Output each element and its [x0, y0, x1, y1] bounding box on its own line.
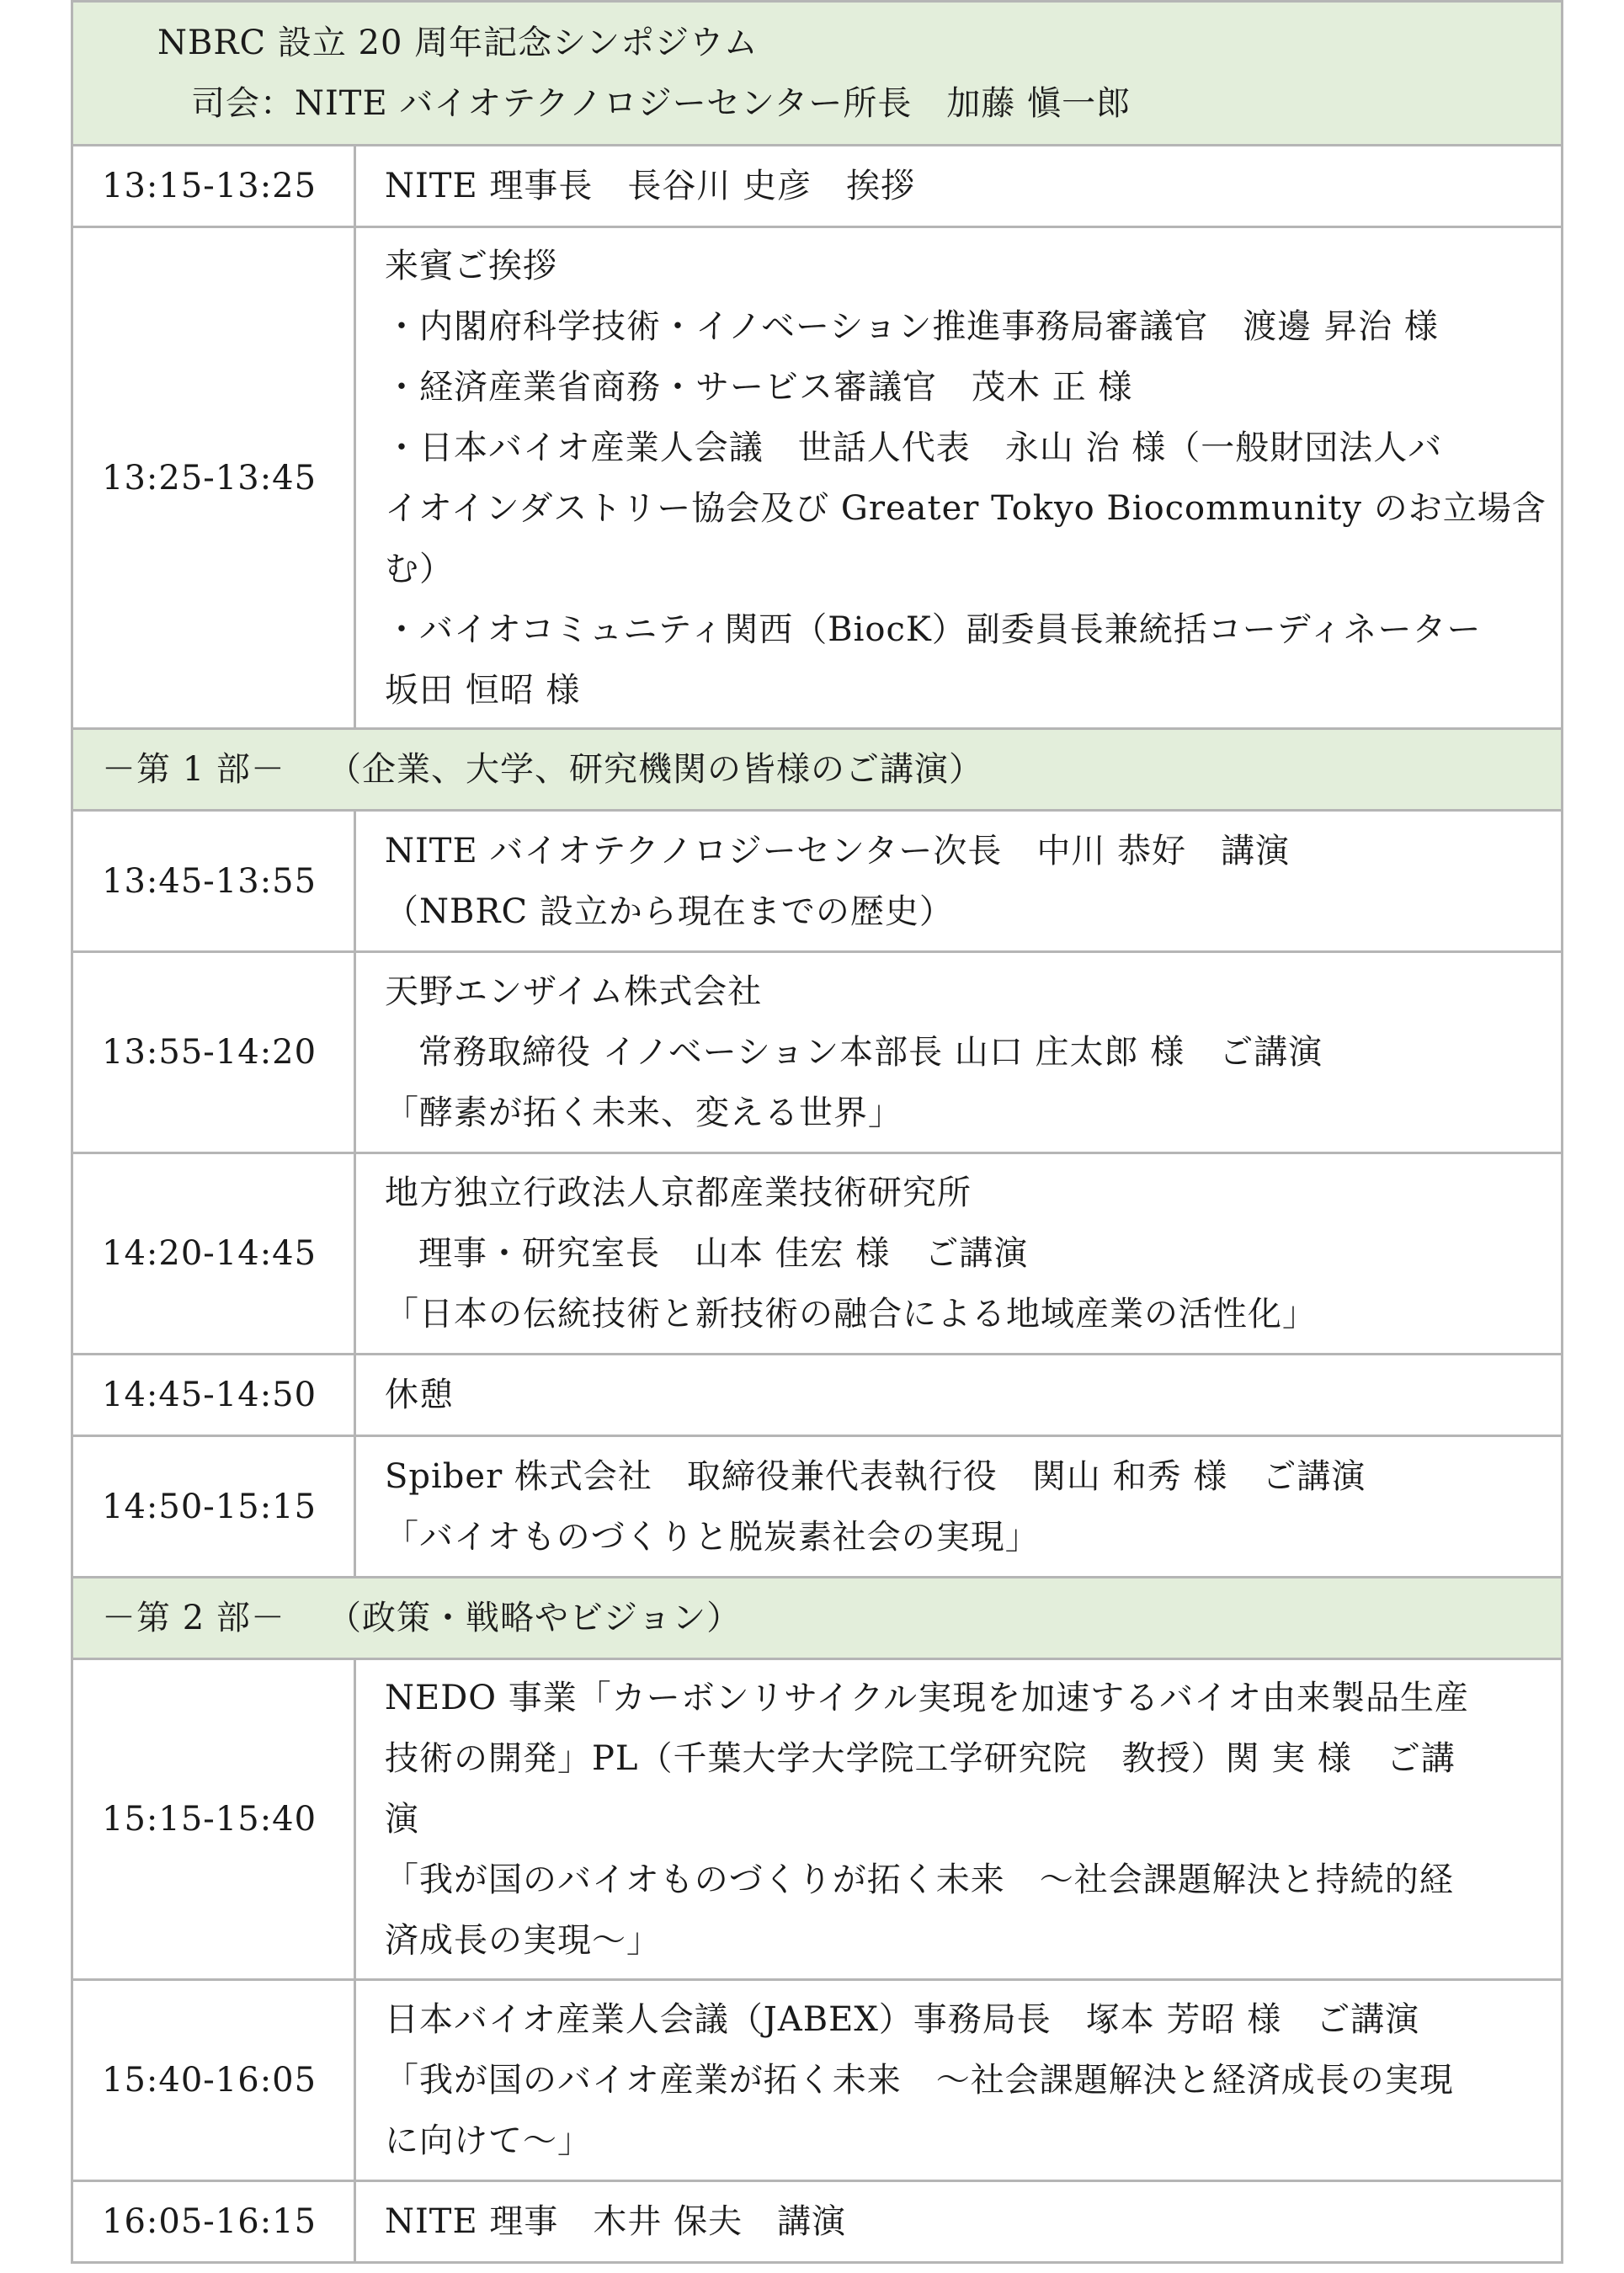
detail-line: 「我が国のバイオ産業が拓く未来 ～社会課題解決と経済成長の実現: [385, 2061, 1454, 2100]
time-slot: 13:25-13:45: [72, 227, 355, 729]
detail-line: む）: [385, 549, 454, 588]
program-detail: [355, 1153, 1563, 1355]
detail-line: （NBRC 設立から現在までの歴史）: [385, 892, 954, 931]
detail-line: イオインダストリー協会及び Greater Tokyo Biocommunity のお立場含: [385, 488, 1547, 528]
section-label: －第 1 部－: [102, 750, 285, 789]
program-row: [72, 952, 1563, 1153]
detail-line: ・バイオコミュニティ関西（BiocK）副委員長兼統括コーディネーター: [385, 610, 1482, 649]
program-row: [72, 1980, 1563, 2181]
program-detail: [355, 1355, 1563, 1436]
program-detail: [355, 2181, 1563, 2263]
section-row-part1: [72, 729, 1563, 811]
detail-line: 天野エンザイム株式会社: [385, 972, 763, 1011]
detail-line: ・経済産業省商務・サービス審議官 茂木 正 様: [385, 367, 1133, 407]
detail-line: ・日本バイオ産業人会議 世話人代表 永山 治 様（一般財団法人バ: [385, 428, 1443, 467]
time-slot: 15:15-15:40: [72, 1659, 355, 1980]
section-label: －第 2 部－: [102, 1599, 285, 1637]
program-detail: [355, 811, 1563, 952]
detail-line: 理事・研究室長 山本 佳宏 様 ご講演: [418, 1234, 1029, 1273]
detail-line: 演: [385, 1800, 419, 1839]
detail-line: 「バイオものづくりと脱炭素社会の実現」: [385, 1517, 1040, 1557]
symposium-header-cell: [72, 2, 1563, 146]
time-slot: 14:50-15:15: [72, 1436, 355, 1578]
detail-line: Spiber 株式会社 取締役兼代表執行役 関山 和秀 様 ご講演: [385, 1456, 1366, 1496]
time-slot: 13:15-13:25: [72, 146, 355, 227]
detail-line: 「日本の伝統技術と新技術の融合による地域産業の活性化」: [385, 1295, 1317, 1333]
program-row: [72, 1355, 1563, 1436]
time-slot: 14:20-14:45: [72, 1153, 355, 1355]
program-row: [72, 2181, 1563, 2263]
program-row: [72, 146, 1563, 227]
section-row-part2: [72, 1578, 1563, 1659]
detail-line: 「我が国のバイオものづくりが拓く未来 ～社会課題解決と持続的経: [385, 1860, 1454, 1899]
detail-line: NITE 理事 木井 保夫 講演: [385, 2202, 847, 2241]
detail-line: 休憩: [385, 1376, 454, 1414]
program-row: [72, 1436, 1563, 1578]
detail-line: 地方独立行政法人京都産業技術研究所: [385, 1174, 972, 1212]
symposium-header-row: [72, 2, 1563, 146]
time-slot: 15:40-16:05: [72, 1980, 355, 2181]
detail-line: NITE バイオテクノロジーセンター次長 中川 恭好 講演: [385, 831, 1291, 870]
detail-line: 技術の開発」PL（千葉大学大学院工学研究院 教授）関 実 様 ご講: [385, 1739, 1456, 1778]
program-row: [72, 811, 1563, 952]
detail-line: に向けて～」: [385, 2121, 592, 2160]
detail-line: 常務取締役 イノベーション本部長 山口 庄太郎 様 ご講演: [418, 1033, 1323, 1072]
section-description: （企業、大学、研究機関の皆様のご講演）: [327, 750, 983, 789]
program-detail: [355, 1659, 1563, 1980]
program-detail: [355, 227, 1563, 729]
program-table: [71, 0, 1563, 2264]
detail-line: 済成長の実現～」: [385, 1921, 661, 1960]
program-detail: [355, 1436, 1563, 1578]
symposium-title: NBRC 設立 20 周年記念シンポジウム: [157, 24, 759, 62]
detail-line: 日本バイオ産業人会議（JABEX）事務局長 塚本 芳昭 様 ご講演: [385, 2000, 1420, 2039]
program-row: [72, 227, 1563, 729]
detail-line: 来賓ご挨拶: [385, 246, 557, 285]
detail-line: 坂田 恒昭 様: [385, 670, 581, 710]
detail-line: NITE 理事長 長谷川 史彦 挨拶: [385, 167, 916, 205]
section-cell-part2: [72, 1578, 1563, 1659]
detail-line: 「酵素が拓く未来、変える世界」: [385, 1094, 903, 1132]
program-row: [72, 1659, 1563, 1980]
program-detail: [355, 1980, 1563, 2181]
program-detail: [355, 952, 1563, 1153]
time-slot: 14:45-14:50: [72, 1355, 355, 1436]
section-description: （政策・戦略やビジョン）: [327, 1599, 742, 1637]
time-slot: 16:05-16:15: [72, 2181, 355, 2263]
time-slot: 13:45-13:55: [72, 811, 355, 952]
master-of-ceremonies: 司会：NITE バイオテクノロジーセンター所長 加藤 愼一郎: [191, 84, 1131, 123]
detail-line: ・内閣府科学技術・イノベーション推進事務局審議官 渡邊 昇治 様: [385, 306, 1439, 346]
program-detail: [355, 146, 1563, 227]
detail-line: NEDO 事業「カーボンリサイクル実現を加速するバイオ由来製品生産: [385, 1679, 1469, 1717]
section-cell-part1: [72, 729, 1563, 811]
program-row: [72, 1153, 1563, 1355]
time-slot: 13:55-14:20: [72, 952, 355, 1153]
